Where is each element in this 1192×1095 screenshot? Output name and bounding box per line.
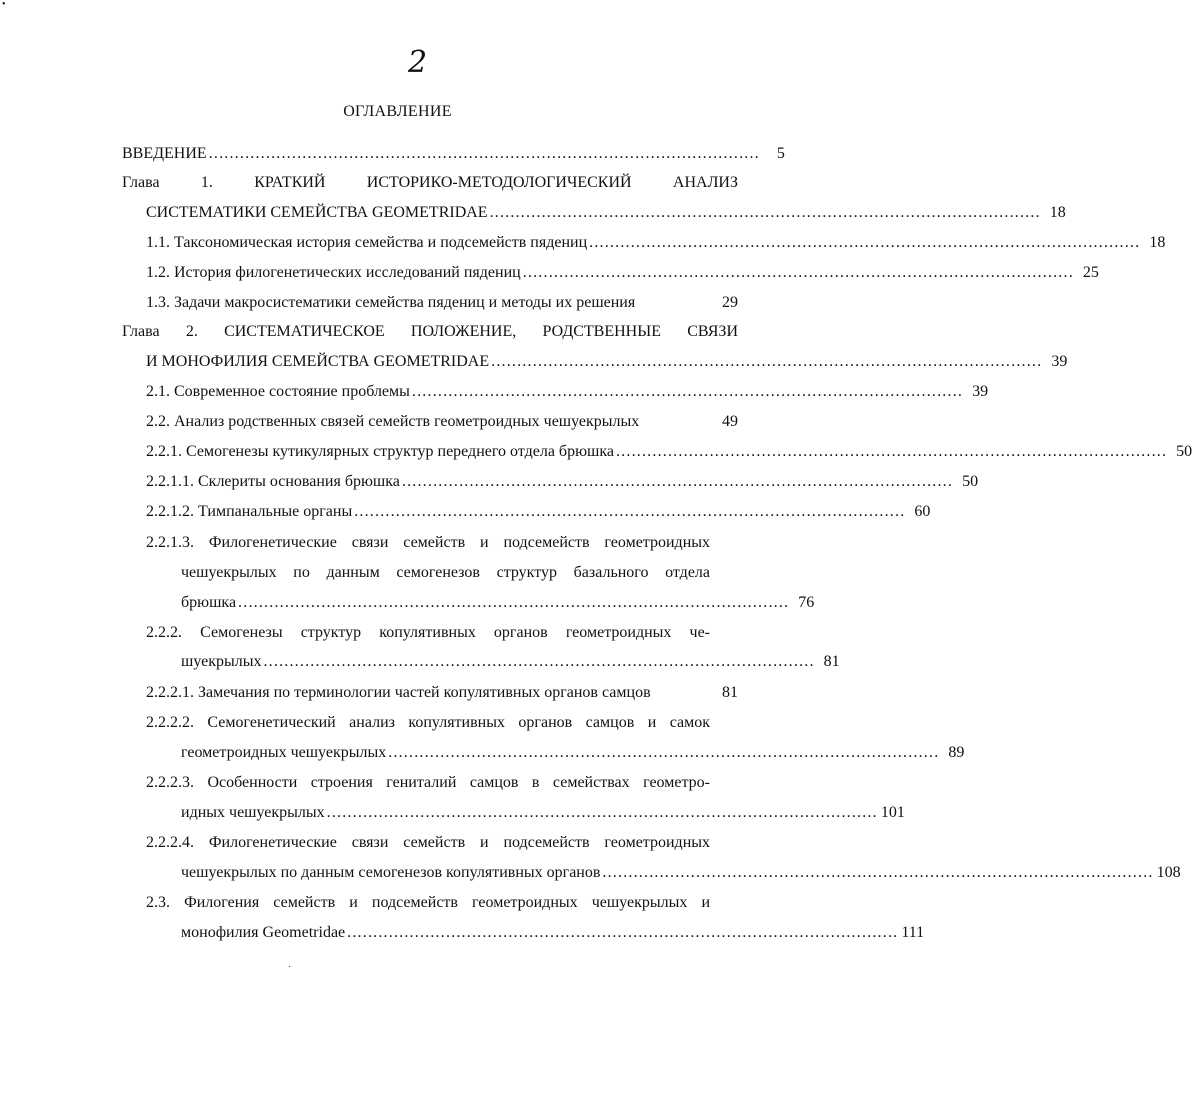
toc-entry-page: 60 bbox=[914, 503, 931, 520]
toc-entry-page: 25 bbox=[1082, 264, 1099, 281]
toc-entry-text: 2.1. Современное состояние проблемы bbox=[146, 383, 410, 400]
toc-entry-page: 81 bbox=[823, 653, 840, 670]
toc-entry-2-1[interactable] bbox=[146, 382, 989, 402]
toc-entry-2-2-2-2[interactable]: 2.2.2.2. Семогенетический анализ копулятивных органов самцов и самок bbox=[146, 714, 710, 731]
toc-entry-2-3[interactable]: 2.3. Филогения семейств и подсемейств геометроидных чешуекрылых и bbox=[146, 894, 710, 911]
toc-entry-2-2-2-3-end[interactable] bbox=[181, 803, 905, 823]
toc-entry-1-1[interactable] bbox=[146, 233, 1166, 253]
toc-entry-text: 2.2. Анализ родственных связей семейств геометроидных чешуекрылых bbox=[146, 413, 640, 430]
toc-entry-page: 76 bbox=[798, 594, 815, 611]
toc-entry-2-2-1[interactable] bbox=[146, 442, 1192, 462]
handwritten-page-number: 2 bbox=[408, 45, 428, 80]
toc-entry-2-2-1-3-cont[interactable]: чешуекрылых по данным семогенезов структур базального отдела bbox=[181, 564, 710, 581]
toc-entry-text: чешуекрылых по данным семогенезов копулятивных органов bbox=[181, 864, 601, 881]
toc-entry-2-2-2-4[interactable]: 2.2.2.4. Филогенетические связи семейств и подсемейств геометроидных bbox=[146, 834, 710, 851]
toc-entry-text: брюшка bbox=[181, 594, 237, 611]
dot-leader: .......................................................................................................... bbox=[411, 383, 964, 400]
toc-entry-2-2-1-2[interactable] bbox=[146, 502, 931, 522]
toc-entry-2-2-2-3[interactable]: 2.2.2.3. Особенности строения гениталий самцов в семействах геометро- bbox=[146, 774, 710, 791]
toc-entry-2-2-1-1[interactable] bbox=[146, 472, 979, 492]
toc-entry-2-3-end[interactable] bbox=[181, 923, 925, 943]
toc-entry-page: 18 bbox=[1149, 234, 1166, 251]
toc-entry-2-2-2-2-end[interactable] bbox=[181, 743, 965, 763]
toc-entry-page: 108 bbox=[1156, 864, 1181, 881]
toc-entry-2-2-2[interactable]: 2.2.2. Семогенезы структур копулятивных органов геометроидных че- bbox=[146, 624, 710, 641]
toc-entry-page: 89 bbox=[948, 744, 965, 761]
toc-entry-chapter-1-cont[interactable] bbox=[146, 203, 1066, 223]
dot-leader: .......................................................................................................... bbox=[602, 864, 1154, 881]
toc-entry-text: шуекрылых bbox=[181, 653, 262, 670]
dot-leader: .......................................................................................................... bbox=[522, 264, 1074, 281]
dot-leader: .......................................................................................................... bbox=[388, 744, 940, 761]
toc-entry-1-2[interactable] bbox=[146, 263, 1099, 283]
toc-entry-page: 50 bbox=[962, 473, 979, 490]
toc-entry-page: 49 bbox=[722, 413, 738, 430]
dot-leader: .......................................................................................................... bbox=[208, 145, 760, 162]
toc-entry-text: СИСТЕМАТИКИ СЕМЕЙСТВА GEOMETRIDAE bbox=[146, 204, 488, 221]
toc-entry-chapter-2[interactable]: Глава 2. СИСТЕМАТИЧЕСКОЕ ПОЛОЖЕНИЕ, РОДСТВЕННЫЕ СВЯЗИ bbox=[122, 323, 738, 340]
dot-leader: .......................................................................................................... bbox=[354, 503, 906, 520]
dot-leader: .......................................................................................................... bbox=[263, 653, 815, 670]
scan-artifact-mark: • bbox=[2, 0, 6, 10]
dot-leader: .......................................................................................................... bbox=[238, 594, 790, 611]
dot-leader: .......................................................................................................... bbox=[401, 473, 954, 490]
toc-entry-chapter-1[interactable]: Глава 1. КРАТКИЙ ИСТОРИКО-МЕТОДОЛОГИЧЕСКИЙ АНАЛИЗ bbox=[122, 174, 738, 191]
toc-entry-2-2[interactable] bbox=[146, 412, 738, 432]
dot-leader: .......................................................................................................... bbox=[489, 204, 1041, 221]
dot-leader: .......................................................................................................... bbox=[615, 443, 1168, 460]
page-title: ОГЛАВЛЕНИЕ bbox=[343, 103, 452, 120]
toc-entry-2-2-1-3[interactable]: 2.2.1.3. Филогенетические связи семейств и подсемейств геометроидных bbox=[146, 534, 710, 551]
dot-leader: .......................................................................................................... bbox=[347, 924, 899, 941]
toc-entry-text: 2.2.2.1. Замечания по терминологии частей копулятивных органов самцов bbox=[146, 684, 651, 701]
toc-entry-text: И МОНОФИЛИЯ СЕМЕЙСТВА GEOMETRIDAE bbox=[146, 353, 490, 370]
toc-entry-2-2-2-1[interactable] bbox=[146, 683, 738, 703]
toc-entry-text: ВВЕДЕНИЕ bbox=[122, 145, 207, 162]
dot-leader: .......................................................................................................... bbox=[589, 234, 1141, 251]
toc-entry-page: 18 bbox=[1049, 204, 1066, 221]
toc-entry-2-2-1-3-end[interactable] bbox=[181, 593, 815, 613]
toc-entry-text: идных чешуекрылых bbox=[181, 804, 325, 821]
toc-entry-page: 39 bbox=[1051, 353, 1068, 370]
dot-leader: .......................................................................................................... bbox=[326, 804, 878, 821]
toc-entry-text: геометроидных чешуекрылых bbox=[181, 744, 387, 761]
toc-entry-page: 81 bbox=[722, 684, 738, 701]
toc-entry-1-3[interactable] bbox=[146, 293, 738, 313]
toc-entry-chapter-2-cont[interactable] bbox=[146, 352, 1068, 372]
toc-entry-text: монофилия Geometridae bbox=[181, 924, 346, 941]
toc-entry-text: 2.2.1.2. Тимпанальные органы bbox=[146, 503, 353, 520]
toc-entry-page: 29 bbox=[722, 294, 738, 311]
toc-entry-2-2-2-end[interactable] bbox=[181, 652, 840, 672]
toc-entry-text: 1.3. Задачи макросистематики семейства пядениц и методы их решения bbox=[146, 294, 636, 311]
toc-entry-2-2-2-4-end[interactable] bbox=[181, 863, 1181, 883]
toc-entry-page: 50 bbox=[1176, 443, 1192, 460]
toc-entry-page: 5 bbox=[776, 145, 785, 162]
toc-entry-page: 39 bbox=[972, 383, 989, 400]
toc-entry-text: 1.2. История филогенетических исследований пядениц bbox=[146, 264, 521, 281]
toc-entry-text: 1.1. Таксономическая история семейства и подсемейств пядениц bbox=[146, 234, 588, 251]
toc-entry-page: 111 bbox=[901, 924, 925, 941]
toc-entry-text: 2.2.1.1. Склериты основания брюшка bbox=[146, 473, 400, 490]
dot-leader: .......................................................................................................... bbox=[491, 353, 1043, 370]
toc-entry-text: 2.2.1. Семогенезы кутикулярных структур переднего отдела брюшка bbox=[146, 443, 614, 460]
scan-speck: ˙ bbox=[288, 965, 292, 976]
toc-entry-page: 101 bbox=[880, 804, 905, 821]
toc-entry-introduction[interactable] bbox=[122, 144, 785, 164]
